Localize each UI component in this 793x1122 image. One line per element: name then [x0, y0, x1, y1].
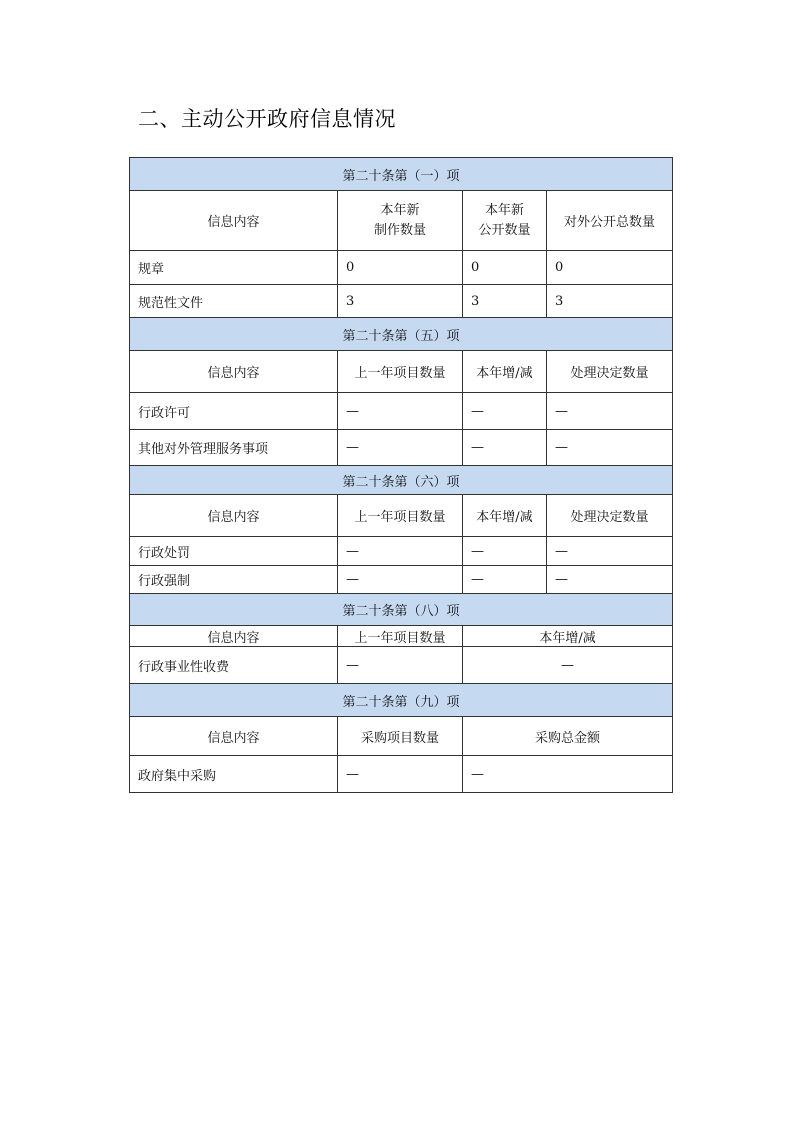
- section-header-row: [130, 684, 673, 717]
- row-purchase-count: —: [338, 756, 463, 793]
- header-new-published-line2: 公开数量: [478, 222, 531, 238]
- section-header-row: [130, 158, 673, 191]
- row-decisions: —: [547, 430, 673, 466]
- section-header-row: [130, 466, 673, 495]
- row-purchase-amount: —: [463, 756, 673, 793]
- table-row: [130, 430, 673, 466]
- column-header-row: [130, 191, 673, 251]
- row-decisions: —: [547, 566, 673, 594]
- row-decisions: —: [547, 393, 673, 430]
- disclosure-table: [129, 157, 673, 793]
- row-change: —: [463, 430, 547, 466]
- header-new-made-line1: 本年新: [380, 202, 420, 218]
- row-name: 行政许可: [130, 393, 338, 430]
- row-change: —: [463, 566, 547, 594]
- header-content: 信息内容: [130, 717, 338, 756]
- section-heading: 第二十条第（六）项: [130, 466, 673, 495]
- row-name: 规章: [130, 251, 338, 285]
- section-heading: 第二十条第（一）项: [130, 158, 673, 191]
- row-change: —: [463, 647, 673, 684]
- row-new-made: 3: [338, 285, 463, 318]
- table-row: [130, 756, 673, 793]
- row-last-year: —: [338, 537, 463, 566]
- section-heading: 第二十条第（八）项: [130, 594, 673, 626]
- table-row: [130, 251, 673, 285]
- header-total-published: 对外公开总数量: [547, 191, 673, 251]
- table-row: [130, 285, 673, 318]
- header-decisions: 处理决定数量: [547, 351, 673, 393]
- section-header-row: [130, 594, 673, 626]
- header-content: 信息内容: [130, 351, 338, 393]
- header-last-year: 上一年项目数量: [338, 495, 463, 537]
- row-name: 政府集中采购: [130, 756, 338, 793]
- header-change: 本年增/减: [463, 351, 547, 393]
- header-purchase-amount: 采购总金额: [463, 717, 673, 756]
- table-row: [130, 566, 673, 594]
- row-last-year: —: [338, 393, 463, 430]
- row-last-year: —: [338, 566, 463, 594]
- row-new-published: 0: [463, 251, 547, 285]
- section-header-row: [130, 318, 673, 351]
- header-content: 信息内容: [130, 626, 338, 647]
- header-change: 本年增/减: [463, 626, 673, 647]
- row-last-year: —: [338, 430, 463, 466]
- row-new-published: 3: [463, 285, 547, 318]
- table-row: [130, 537, 673, 566]
- header-content: 信息内容: [130, 191, 338, 251]
- row-new-made: 0: [338, 251, 463, 285]
- table-row: [130, 393, 673, 430]
- page-title: 二、主动公开政府信息情况: [138, 107, 396, 131]
- header-new-made: [338, 191, 463, 251]
- header-new-published: [463, 191, 547, 251]
- row-change: —: [463, 537, 547, 566]
- table-row: [130, 647, 673, 684]
- row-total: 0: [547, 251, 673, 285]
- row-last-year: —: [338, 647, 463, 684]
- row-name: 规范性文件: [130, 285, 338, 318]
- column-header-row: [130, 717, 673, 756]
- row-name: 行政处罚: [130, 537, 338, 566]
- header-decisions: 处理决定数量: [547, 495, 673, 537]
- row-name: 行政事业性收费: [130, 647, 338, 684]
- header-new-made-line2: 制作数量: [373, 222, 426, 238]
- row-name: 其他对外管理服务事项: [130, 430, 338, 466]
- column-header-row: [130, 351, 673, 393]
- header-purchase-count: 采购项目数量: [338, 717, 463, 756]
- header-last-year: 上一年项目数量: [338, 626, 463, 647]
- section-heading: 第二十条第（九）项: [130, 684, 673, 717]
- header-new-published-line1: 本年新: [484, 202, 524, 218]
- row-name: 行政强制: [130, 566, 338, 594]
- column-header-row: [130, 495, 673, 537]
- header-last-year: 上一年项目数量: [338, 351, 463, 393]
- row-decisions: —: [547, 537, 673, 566]
- row-total: 3: [547, 285, 673, 318]
- header-change: 本年增/减: [463, 495, 547, 537]
- section-heading: 第二十条第（五）项: [130, 318, 673, 351]
- column-header-row: [130, 626, 673, 647]
- header-content: 信息内容: [130, 495, 338, 537]
- row-change: —: [463, 393, 547, 430]
